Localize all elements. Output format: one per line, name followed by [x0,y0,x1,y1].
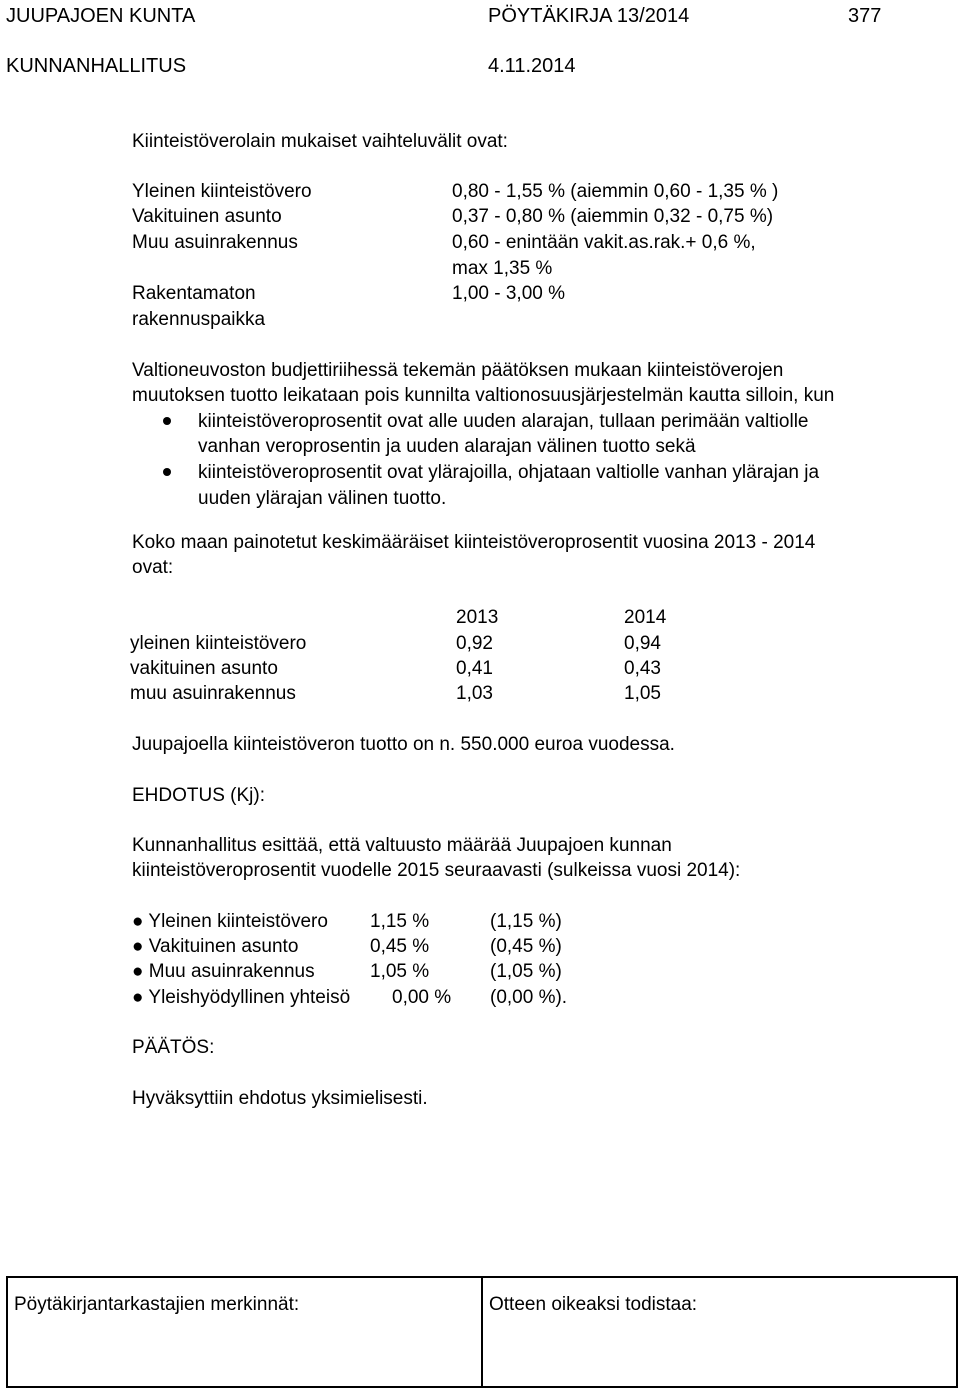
avg-cell: 0,41 [456,658,493,679]
proposal-item-rate: 1,15 % [370,911,430,932]
avg-row-label: vakituinen asunto [130,658,278,679]
range-label: Vakituinen asunto [132,206,282,227]
avg-col-header: 2013 [456,607,499,628]
intro-text: Kiinteistöverolain mukaiset vaihteluvälit ovat: [132,131,508,152]
paragraph-line: muutoksen tuotto leikataan pois kunnilta valtionosuusjärjestelmän kautta silloin, kun [132,385,835,406]
page-number: 377 [848,5,882,27]
range-label-cont: rakennuspaikka [132,309,266,330]
range-label: Muu asuinrakennus [132,232,298,253]
range-value: 0,80 - 1,55 % (aiemmin 0,60 - 1,35 % ) [452,181,779,202]
paragraph-line: ovat: [132,557,174,578]
bullet-line: kiinteistöveroprosentit ovat ylärajoilla, ohjataan valtiolle vanhan ylärajan ja [198,462,820,483]
avg-cell: 0,92 [456,633,493,654]
range-label: Yleinen kiinteistövero [132,181,312,202]
proposal-item-prev: (1,05 %) [490,961,562,982]
certification-cell [481,1278,956,1386]
range-value: 0,60 - enintään vakit.as.rak.+ 0,6 %, [452,232,756,253]
range-value: 0,37 - 0,80 % (aiemmin 0,32 - 0,75 %) [452,206,774,227]
decision-text: Hyväksyttiin ehdotus yksimielisesti. [132,1088,428,1109]
proposal-item-rate: 0,00 % [392,987,452,1008]
proposal-line: Kunnanhallitus esittää, että valtuusto määrää Juupajoen kunnan [132,835,672,856]
decision-heading: PÄÄTÖS: [132,1037,215,1058]
bullet-line: kiinteistöveroprosentit ovat alle uuden alarajan, tullaan perimään valtiolle [198,411,809,432]
avg-cell: 0,94 [624,633,661,654]
bullet-icon [163,468,171,476]
proposal-item-prev: (1,15 %) [490,911,562,932]
range-value: 1,00 - 3,00 % [452,283,566,304]
proposal-item-rate: 0,45 % [370,936,430,957]
avg-row-label: muu asuinrakennus [130,683,296,704]
body-name: KUNNANHALLITUS [6,55,187,77]
reviewers-notes-label: Pöytäkirjantarkastajien merkinnät: [14,1294,300,1315]
paragraph-line: Valtioneuvoston budjettiriihessä tekemän päätöksen mukaan kiinteistöverojen [132,360,784,381]
avg-cell: 1,03 [456,683,493,704]
proposal-heading: EHDOTUS (Kj): [132,785,265,806]
proposal-item-prev: (0,45 %) [490,936,562,957]
proposal-item-label: ● Vakituinen asunto [132,936,299,957]
proposal-item-label: ● Yleinen kiinteistövero [132,911,328,932]
meeting-date: 4.11.2014 [488,55,576,77]
yield-text: Juupajoella kiinteistöveron tuotto on n. 550.000 euroa vuodessa. [132,734,675,755]
avg-cell: 0,43 [624,658,661,679]
proposal-line: kiinteistöveroprosentit vuodelle 2015 seuraavasti (sulkeissa vuosi 2014): [132,860,741,881]
avg-row-label: yleinen kiinteistövero [130,633,307,654]
proposal-item-prev: (0,00 %). [490,987,568,1008]
paragraph-line: Koko maan painotetut keskimääräiset kiinteistöveroprosentit vuosina 2013 - 2014 [132,532,816,553]
document-title: PÖYTÄKIRJA 13/2014 [488,5,690,27]
reviewers-notes-cell [8,1278,481,1386]
municipality-name: JUUPAJOEN KUNTA [6,5,196,27]
range-label: Rakentamaton [132,283,256,304]
avg-cell: 1,05 [624,683,661,704]
bullet-icon [163,417,171,425]
proposal-item-rate: 1,05 % [370,961,430,982]
bullet-line: vanhan veroprosentin ja uuden alarajan välinen tuotto sekä [198,436,696,457]
proposal-item-label: ● Muu asuinrakennus [132,961,315,982]
avg-col-header: 2014 [624,607,667,628]
bullet-line: uuden ylärajan välinen tuotto. [198,488,447,509]
proposal-item-label: ● Yleishyödyllinen yhteisö [132,987,351,1008]
signature-box [6,1276,958,1388]
certification-label: Otteen oikeaksi todistaa: [489,1294,698,1315]
range-value-cont: max 1,35 % [452,258,553,279]
